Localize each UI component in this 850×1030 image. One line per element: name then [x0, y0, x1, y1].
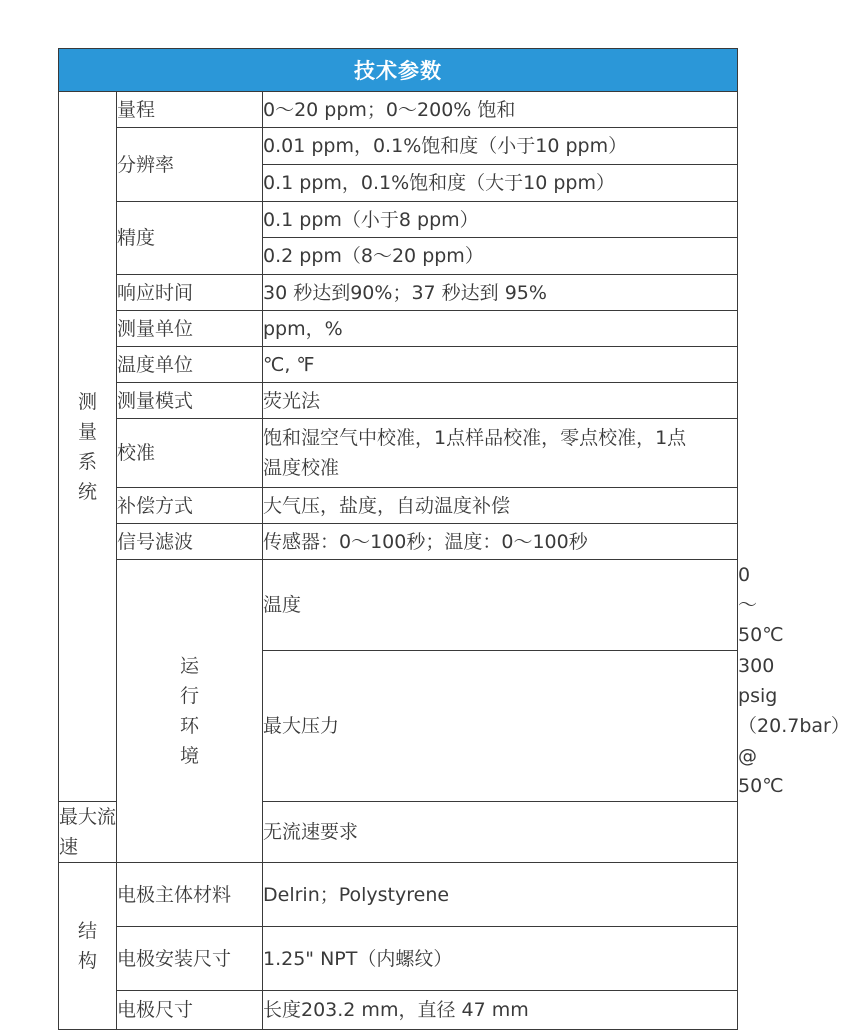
value-resolution-2: 0.1 ppm，0.1%饱和度（大于10 ppm） — [263, 165, 738, 202]
category-measure: 测 量 系 统 — [59, 92, 117, 802]
table-row: 运 行 环 境 温度 0 ～50℃ — [59, 560, 738, 651]
value-measure-mode: 荧光法 — [263, 383, 738, 419]
table-row — [59, 275, 738, 311]
value-accuracy-2: 0.2 ppm（8～20 ppm） — [263, 238, 738, 275]
param-resolution: 分辨率 — [117, 128, 263, 202]
category-structure: 结 构 — [59, 863, 117, 1030]
spec-table — [58, 48, 850, 1030]
param-measure-mode: 测量模式 — [117, 383, 263, 419]
table-row — [59, 128, 738, 165]
param-compensation: 补偿方式 — [117, 488, 263, 524]
param-temp-unit: 温度单位 — [117, 347, 263, 383]
table-row — [59, 927, 738, 991]
param-calibration: 校准 — [117, 419, 263, 488]
value-accuracy-1: 0.1 ppm（小于8 ppm） — [263, 202, 738, 238]
table-row — [59, 202, 738, 238]
value-compensation: 大气压，盐度，自动温度补偿 — [263, 488, 738, 524]
value-temp-unit: ℃, ℉ — [263, 347, 738, 383]
param-install-size: 电极安装尺寸 — [117, 927, 263, 991]
table-row — [59, 383, 738, 419]
value-response-time: 30 秒达到90%；37 秒达到 95% — [263, 275, 738, 311]
table-row — [59, 92, 738, 128]
value-max-flow: 无流速要求 — [263, 802, 738, 863]
param-signal-filter: 信号滤波 — [117, 524, 263, 560]
value-range: 0～20 ppm；0～200% 饱和 — [263, 92, 738, 128]
param-temperature: 温度 — [263, 560, 738, 651]
value-body-material: Delrin；Polystyrene — [263, 863, 738, 927]
table-row: 最大压力 300 psig（20.7bar）@ 50℃ — [59, 651, 738, 802]
table-row — [59, 347, 738, 383]
table-row — [59, 488, 738, 524]
table-row — [59, 991, 738, 1030]
table-row — [59, 524, 738, 560]
table-title: 技术参数 — [59, 49, 738, 92]
value-resolution-1: 0.01 ppm，0.1%饱和度（小于10 ppm） — [263, 128, 738, 165]
param-response-time: 响应时间 — [117, 275, 263, 311]
title-row — [59, 49, 738, 92]
param-accuracy: 精度 — [117, 202, 263, 275]
category-operation: 运 行 环 境 — [117, 560, 263, 863]
value-signal-filter: 传感器：0～100秒；温度：0～100秒 — [263, 524, 738, 560]
param-electrode-size: 电极尺寸 — [117, 991, 263, 1030]
value-install-size: 1.25" NPT（内螺纹） — [263, 927, 738, 991]
value-calibration: 饱和湿空气中校准，1点样品校准，零点校准，1点温度校准 — [263, 419, 738, 488]
param-body-material: 电极主体材料 — [117, 863, 263, 927]
table-row — [59, 863, 738, 927]
table-row — [59, 419, 738, 488]
param-range: 量程 — [117, 92, 263, 128]
value-measure-unit: ppm，% — [263, 311, 738, 347]
param-max-flow: 最大流速 — [59, 802, 117, 863]
value-electrode-size: 长度203.2 mm，直径 47 mm — [263, 991, 738, 1030]
param-max-pressure: 最大压力 — [263, 651, 738, 802]
table-row — [59, 311, 738, 347]
param-measure-unit: 测量单位 — [117, 311, 263, 347]
